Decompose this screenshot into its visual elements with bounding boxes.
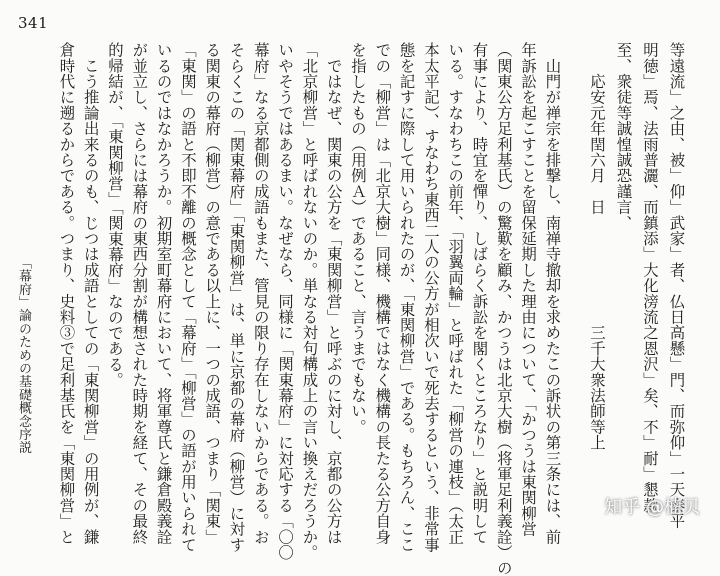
document-quote-column: 等遠流」之由、被」仰」武家」者、仏日高懸」門、而弥仰」一天泰平 — [667, 42, 686, 529]
body-text-column: いる。すなわちこの前年、「羽翼両輪」と呼ばれた「柳営の連枝」（太正 — [446, 42, 465, 545]
body-text-column: 「東関」の語と不即不離の概念として「幕府」「柳営」の語が用いられて — [178, 42, 197, 553]
body-text-column: 有事により、時宜を憚り、しばらく訴訟を閣くところなり」と説明して — [470, 42, 489, 545]
body-text-column: 倉時代に遡るからである。つまり、史料③で足利基氏を「東関柳営」と — [57, 42, 76, 545]
body-text-column: 態を記すに際して用いられたのが、「東関柳営」である。もちろん、ここ — [397, 42, 416, 553]
body-text-column: 的帰結が、「東関柳営」「関東幕府」なのである。 — [106, 42, 124, 388]
body-text-column: を指したもの（用例Ａ）であること、言うまでもない。 — [349, 42, 367, 435]
body-text-column: 幕府」なる京都側の成語もまた、管見の限り存在しないからである。お — [251, 42, 270, 545]
page-number: 341 — [18, 14, 49, 32]
body-text-column: での「柳営」は「北京大樹」同様、機構ではなく機構の長たる公方自身 — [373, 42, 392, 545]
body-text-column: 本太平記）、すなわち東西二人の公方が相次いで死去するという、非常事 — [421, 42, 440, 553]
body-text-column: そらくこの「関東幕府」「東関柳営」は、単に京都の幕府（柳営）に対す — [227, 42, 246, 553]
body-text-column: こう推論出来るのも、じつは成語としての「東関柳営」の用例が、鎌 — [81, 42, 100, 545]
body-text-column: 年訴訟を起こすことを留保延期した理由について、「かつうは東関柳営 — [519, 42, 538, 537]
body-text-column: （関東公方足利基氏）の驚歎を顧み、かつうは北京大樹（将軍足利義詮）の — [494, 42, 513, 576]
body-text-column: いやそうではあるまい。なぜなら、同様に「関東幕府」に対応する「〇〇 — [276, 42, 295, 561]
body-text-column: いるのではなかろうか。初期室町幕府において、将軍尊氏と鎌倉殿義詮 — [154, 42, 173, 545]
watermark: 知乎 @楠贝 — [604, 497, 700, 518]
body-text-column: ではなぜ、関東の公方を「東関柳営」と呼ぶのに対し、京都の公方は — [324, 42, 343, 545]
body-text-column: る関東の幕府（柳営）の意である以上に、一つの成語、つまり「関東」 — [203, 42, 222, 545]
document-quote-column: 明徳」焉、法雨普灑、而鎮添」大化滂流之恩沢」矣、不」耐」懇款 — [640, 42, 659, 513]
running-head: 「幕府」論のための基礎概念序説 — [16, 256, 31, 454]
body-text-column: 「北京柳営」と呼ばれないのか。単なる対句構成上の言い換えだろうか。 — [300, 42, 319, 561]
body-text-column: 山門が禅宗を排撃し、南禅寺撤却を求めたこの訴状の第三条には、前 — [543, 42, 562, 545]
document-quote-column: 至、衆徒等誠惶誠恐謹言、 — [614, 42, 633, 231]
document-quote-column: 応安元年閏六月 日 三千大衆法師等上 — [587, 42, 606, 451]
body-text-column: が並立し、さらには幕府の東西分割が構想された時期を経て、その最終 — [130, 42, 149, 545]
